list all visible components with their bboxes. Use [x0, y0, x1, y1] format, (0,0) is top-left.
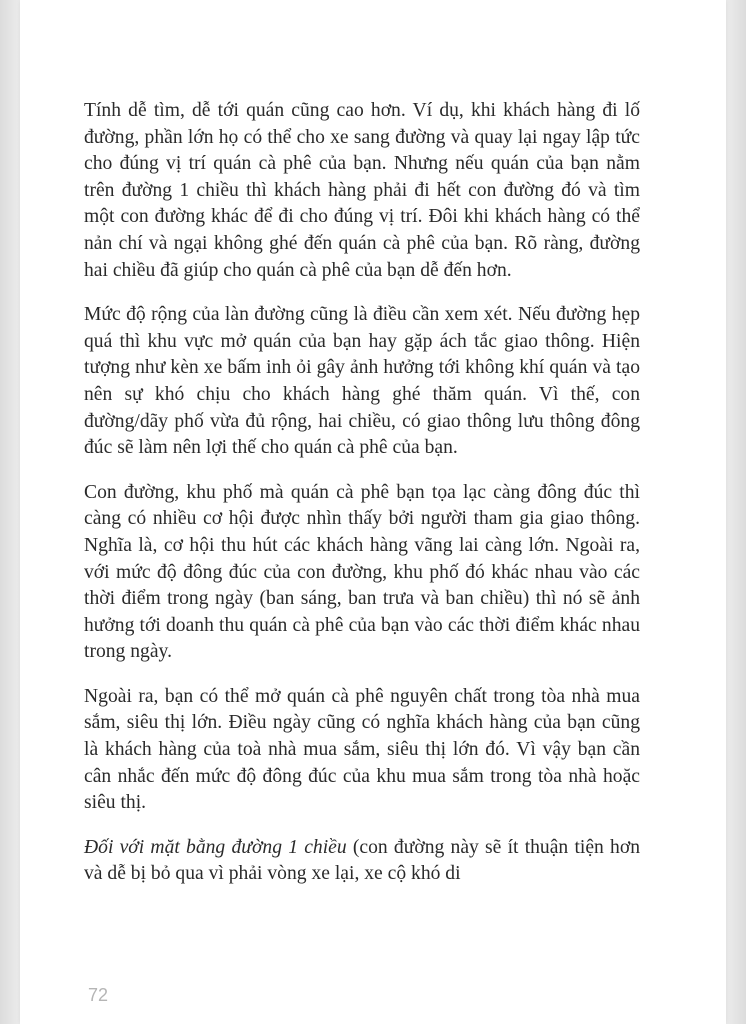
book-page — [20, 0, 726, 1024]
italic-lead: Đối với mặt bằng đường 1 chiều — [84, 836, 347, 858]
paragraph-2: Mức độ rộng của làn đường cũng là điều cần xem xét. Nếu đường hẹp quá thì khu vực mở quán của bạn hay gặp ách tắc giao thông. Hiện tượng như kèn xe bấm inh ỏi gây ảnh hưởng tới không khí quán và tạo nên sự khó chịu cho khách hàng ghé thăm quán. Vì thế, con đường/dãy phố vừa đủ rộng, hai chiều, có giao thông lưu thông đông đúc sẽ làm nên lợi thế cho quán cà phê của bạn. — [84, 304, 640, 459]
paragraph-5 — [84, 835, 640, 888]
paragraph-4: Ngoài ra, bạn có thể mở quán cà phê nguyên chất trong tòa nhà mua sắm, siêu thị lớn. Điều ngày cũng có nghĩa khách hàng của bạn cũng là khách hàng của toà nhà mua sắm, siêu thị lớn đó. Vì vậy bạn cần cân nhắc đến mức độ đông đúc của khu mua sắm trong tòa nhà hoặc siêu thị. — [84, 685, 640, 814]
body-text — [84, 98, 640, 906]
paragraph-1: Tính dễ tìm, dễ tới quán cũng cao hơn. Ví dụ, khi khách hàng đi lố đường, phần lớn họ có thể cho xe sang đường và quay lại ngay lập tức cho đúng vị trí quán cà phê của bạn. Nhưng nếu quán của bạn nằm trên đường 1 chiều thì khách hàng phải đi hết con đường đó và tìm một con đường khác để đi cho đúng vị trí. Đôi khi khách hàng có thể nản chí và ngại không ghé đến quán cà phê của bạn. Rõ ràng, đường hai chiều đã giúp cho quán cà phê của bạn dễ đến hơn. — [84, 100, 640, 281]
page-gutter-right — [726, 0, 746, 1024]
page-number: 72 — [88, 985, 109, 1005]
page-gutter-left — [0, 0, 20, 1024]
paragraph-5-rest: (con đường này sẽ ít thuận tiện hơn và dễ bị bỏ qua vì phải vòng xe lại, xe cộ khó di — [84, 836, 641, 885]
paragraph-3: Con đường, khu phố mà quán cà phê bạn tọa lạc càng đông đúc thì càng có nhiều cơ hội được nhìn thấy bởi người tham gia giao thông. Nghĩa là, cơ hội thu hút các khách hàng vãng lai càng lớn. Ngoài ra, với mức độ đông đúc của con đường, khu phố đó khác nhau vào các thời điểm trong ngày (ban sáng, ban trưa và ban chiều) thì nó sẽ ảnh hưởng tới doanh thu quán cà phê của bạn vào các thời điểm khác nhau trong ngày. — [84, 481, 640, 663]
